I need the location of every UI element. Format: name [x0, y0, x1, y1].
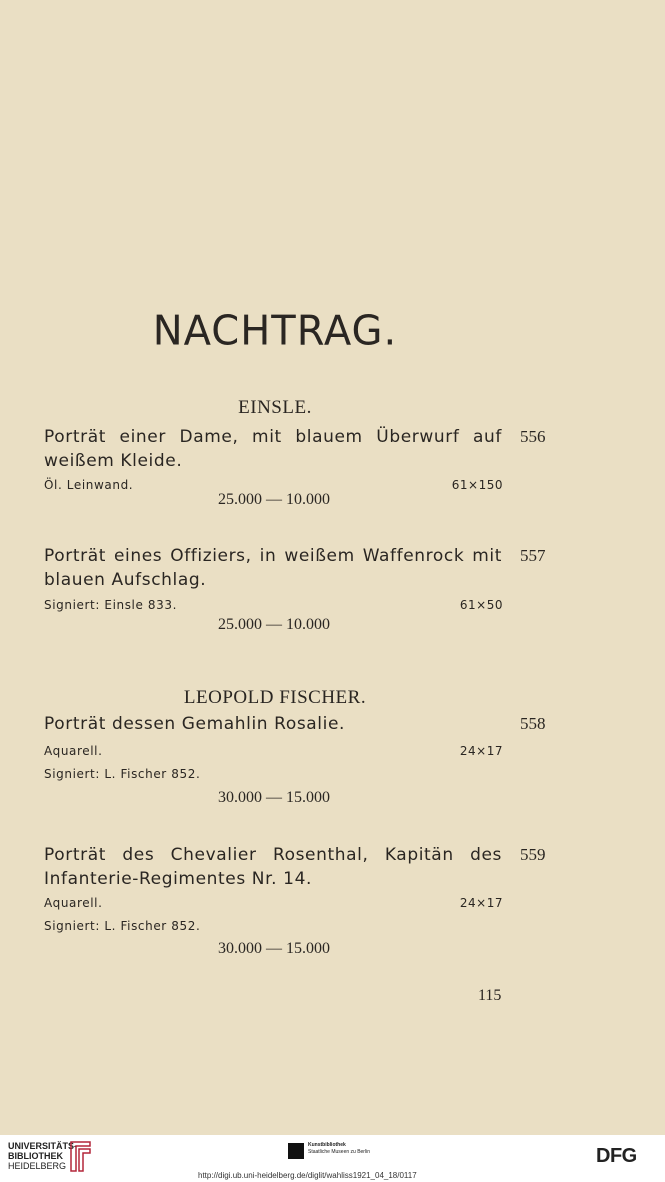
entry-559-line-2: Infanterie-Regimentes Nr. 14. [44, 869, 312, 889]
artist-heading-einsle: EINSLE. [238, 397, 312, 418]
source-url-link[interactable]: http://digi.ub.uni-heidelberg.de/diglit/wahliss1921_04_18/0117 [198, 1171, 417, 1180]
entry-557-signature: Signiert: Einsle 833. [44, 598, 178, 612]
entry-556-price: 25.000 — 10.000 [218, 491, 330, 508]
entry-557-line-1: Porträt eines Offiziers, in weißem Waffenrock mit [44, 546, 502, 566]
kunstbibliothek-name [308, 1142, 370, 1156]
entry-559-price: 30.000 — 15.000 [218, 940, 330, 957]
library-line-1: UNIVERSITÄTS- [8, 1141, 78, 1151]
library-line-2: BIBLIOTHEK [8, 1151, 63, 1161]
entry-557-line-2: blauen Aufschlag. [44, 570, 207, 590]
entry-556-line-2: weißem Kleide. [44, 451, 183, 471]
artist-heading-leopold-fischer: LEOPOLD FISCHER. [183, 687, 367, 708]
entry-557-price: 25.000 — 10.000 [218, 616, 330, 633]
entry-558-number: 558 [520, 714, 546, 733]
entry-559-line-1: Porträt des Chevalier Rosenthal, Kapitän des [44, 845, 502, 865]
page-number: 115 [478, 987, 502, 1004]
entry-559-signature: Signiert: L. Fischer 852. [44, 919, 201, 933]
page-heading: NACHTRAG. [152, 307, 398, 355]
library-line-3: HEIDELBERG [8, 1161, 67, 1171]
entry-559-medium: Aquarell. [44, 896, 103, 910]
entry-556-line-1: Porträt einer Dame, mit blauem Überwurf auf [44, 427, 502, 447]
entry-556-number: 556 [520, 427, 546, 446]
university-library-name [8, 1141, 77, 1171]
entry-557-dimensions: 61×50 [459, 598, 503, 612]
kunstbibliothek-logo-icon [288, 1143, 304, 1159]
kunst-line-2: Staatliche Museen zu Berlin [308, 1149, 370, 1155]
kunst-line-1: Kunstbibliothek [308, 1142, 346, 1148]
entry-556-medium: Öl. Leinwand. [44, 478, 134, 492]
entry-558-signature: Signiert: L. Fischer 852. [44, 767, 201, 781]
entry-558-line-1: Porträt dessen Gemahlin Rosalie. [44, 714, 346, 734]
entry-559-number: 559 [520, 845, 546, 864]
digitization-footer [0, 1135, 665, 1182]
entry-559-dimensions: 24×17 [459, 896, 503, 910]
entry-558-price: 30.000 — 15.000 [218, 789, 330, 806]
university-library-logo-icon [68, 1140, 94, 1174]
entry-557-number: 557 [520, 546, 546, 565]
entry-556-dimensions: 61×150 [451, 478, 503, 492]
dfg-logo: DFG [596, 1145, 637, 1167]
entry-558-medium: Aquarell. [44, 744, 103, 758]
entry-558-dimensions: 24×17 [459, 744, 503, 758]
